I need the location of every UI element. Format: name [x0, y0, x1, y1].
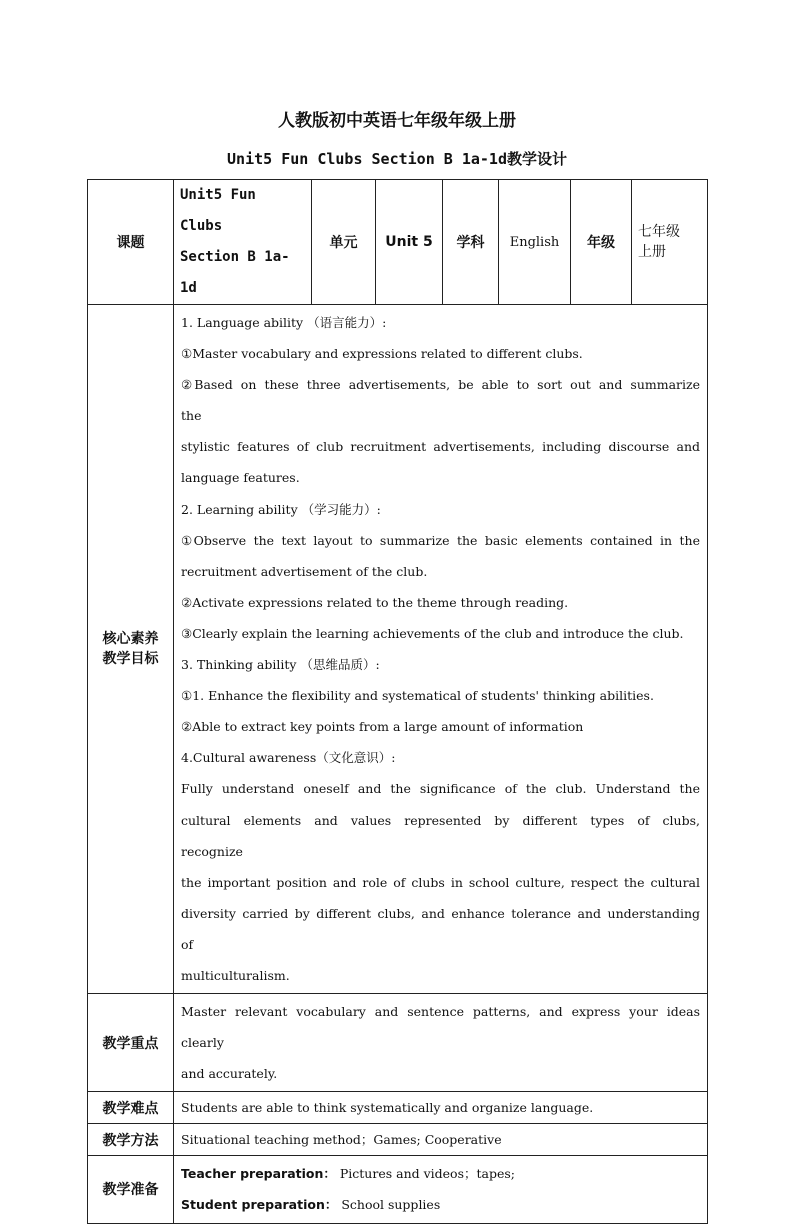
goal-line: stylistic features of club recruitment advertisements, including discourse and	[181, 439, 700, 455]
preparation-content	[174, 1156, 708, 1223]
preparation-row	[88, 1156, 708, 1223]
methods-label: 教学方法	[88, 1124, 174, 1156]
unit-value: Unit 5	[376, 180, 443, 305]
goals-row	[88, 305, 708, 994]
student-preparation-text: School supplies	[337, 1197, 441, 1213]
topic-label: 课题	[88, 180, 174, 305]
goal-line: ①Observe the text layout to summarize the basic elements contained in the	[181, 532, 700, 548]
key-points-line-2: and accurately.	[181, 1066, 278, 1082]
topic-value	[174, 180, 312, 305]
goal-line: ①1. Enhance the flexibility and systematical of students' thinking abilities.	[181, 688, 654, 704]
grade-value	[632, 180, 708, 305]
methods-text: Situational teaching method；Games; Cooperative	[174, 1124, 708, 1156]
grade-line-2: 上册	[638, 244, 666, 260]
document-title: 人教版初中英语七年级年级上册	[278, 111, 516, 131]
difficulties-text: Students are able to think systematically and organize language.	[174, 1092, 708, 1124]
lesson-plan-table	[87, 179, 708, 1224]
goal-line: Fully understand oneself and the significance of the club. Understand the	[181, 781, 700, 797]
goal-line: ③Clearly explain the learning achievements of the club and introduce the club.	[181, 625, 684, 641]
document-subtitle: Unit5 Fun Clubs Section B 1a-1d教学设计	[227, 150, 567, 168]
student-preparation-line	[181, 1189, 700, 1220]
difficulties-label: 教学难点	[88, 1092, 174, 1124]
goal-line: ②Activate expressions related to the theme through reading.	[181, 594, 569, 610]
teacher-preparation-text: Pictures and videos；tapes;	[335, 1166, 516, 1182]
header-row	[88, 180, 708, 305]
key-points-line-1: Master relevant vocabulary and sentence patterns, and express your ideas clearly	[181, 1004, 700, 1051]
methods-row	[88, 1124, 708, 1156]
goals-label	[88, 305, 174, 994]
key-points-label: 教学重点	[88, 994, 174, 1092]
key-points-row	[88, 994, 708, 1092]
goal-line: ②Able to extract key points from a large amount of information	[181, 719, 584, 735]
grade-line-1: 七年级	[638, 224, 680, 240]
goal-line: the important position and role of clubs in school culture, respect the cultural	[181, 874, 700, 890]
subject-value: English	[499, 180, 571, 305]
goal-line: ②Based on these three advertisements, be able to sort out and summarize the	[181, 377, 700, 424]
goal-line: ①Master vocabulary and expressions related to different clubs.	[181, 346, 583, 362]
grade-label: 年级	[571, 180, 632, 305]
goal-line: 2. Learning ability （学习能力）:	[181, 501, 381, 517]
topic-line-1: Unit5 Fun Clubs	[180, 187, 256, 234]
goal-line: 3. Thinking ability （思维品质）:	[181, 657, 380, 673]
goal-line: language features.	[181, 470, 300, 486]
goals-content	[174, 305, 708, 994]
unit-label: 单元	[312, 180, 376, 305]
goals-label-line-2: 教学目标	[102, 651, 159, 668]
goal-line: cultural elements and values represented by different types of clubs, recognize	[181, 812, 700, 859]
goal-line: 4.Cultural awareness（文化意识）:	[181, 750, 396, 766]
student-preparation-label: Student preparation：	[181, 1197, 338, 1213]
goal-line: diversity carried by different clubs, and enhance tolerance and understanding of	[181, 905, 700, 952]
teacher-preparation-line	[181, 1158, 700, 1189]
key-points-content	[174, 994, 708, 1092]
topic-line-2: Section B 1a-1d	[180, 249, 290, 296]
goal-line: multiculturalism.	[181, 967, 290, 983]
subject-label: 学科	[443, 180, 499, 305]
teacher-preparation-label: Teacher preparation：	[181, 1166, 336, 1182]
goal-line: 1. Language ability （语言能力）:	[181, 315, 387, 330]
goals-label-line-1: 核心素养	[102, 631, 159, 648]
goal-line: recruitment advertisement of the club.	[181, 563, 428, 579]
preparation-label: 教学准备	[88, 1156, 174, 1223]
difficulties-row	[88, 1092, 708, 1124]
